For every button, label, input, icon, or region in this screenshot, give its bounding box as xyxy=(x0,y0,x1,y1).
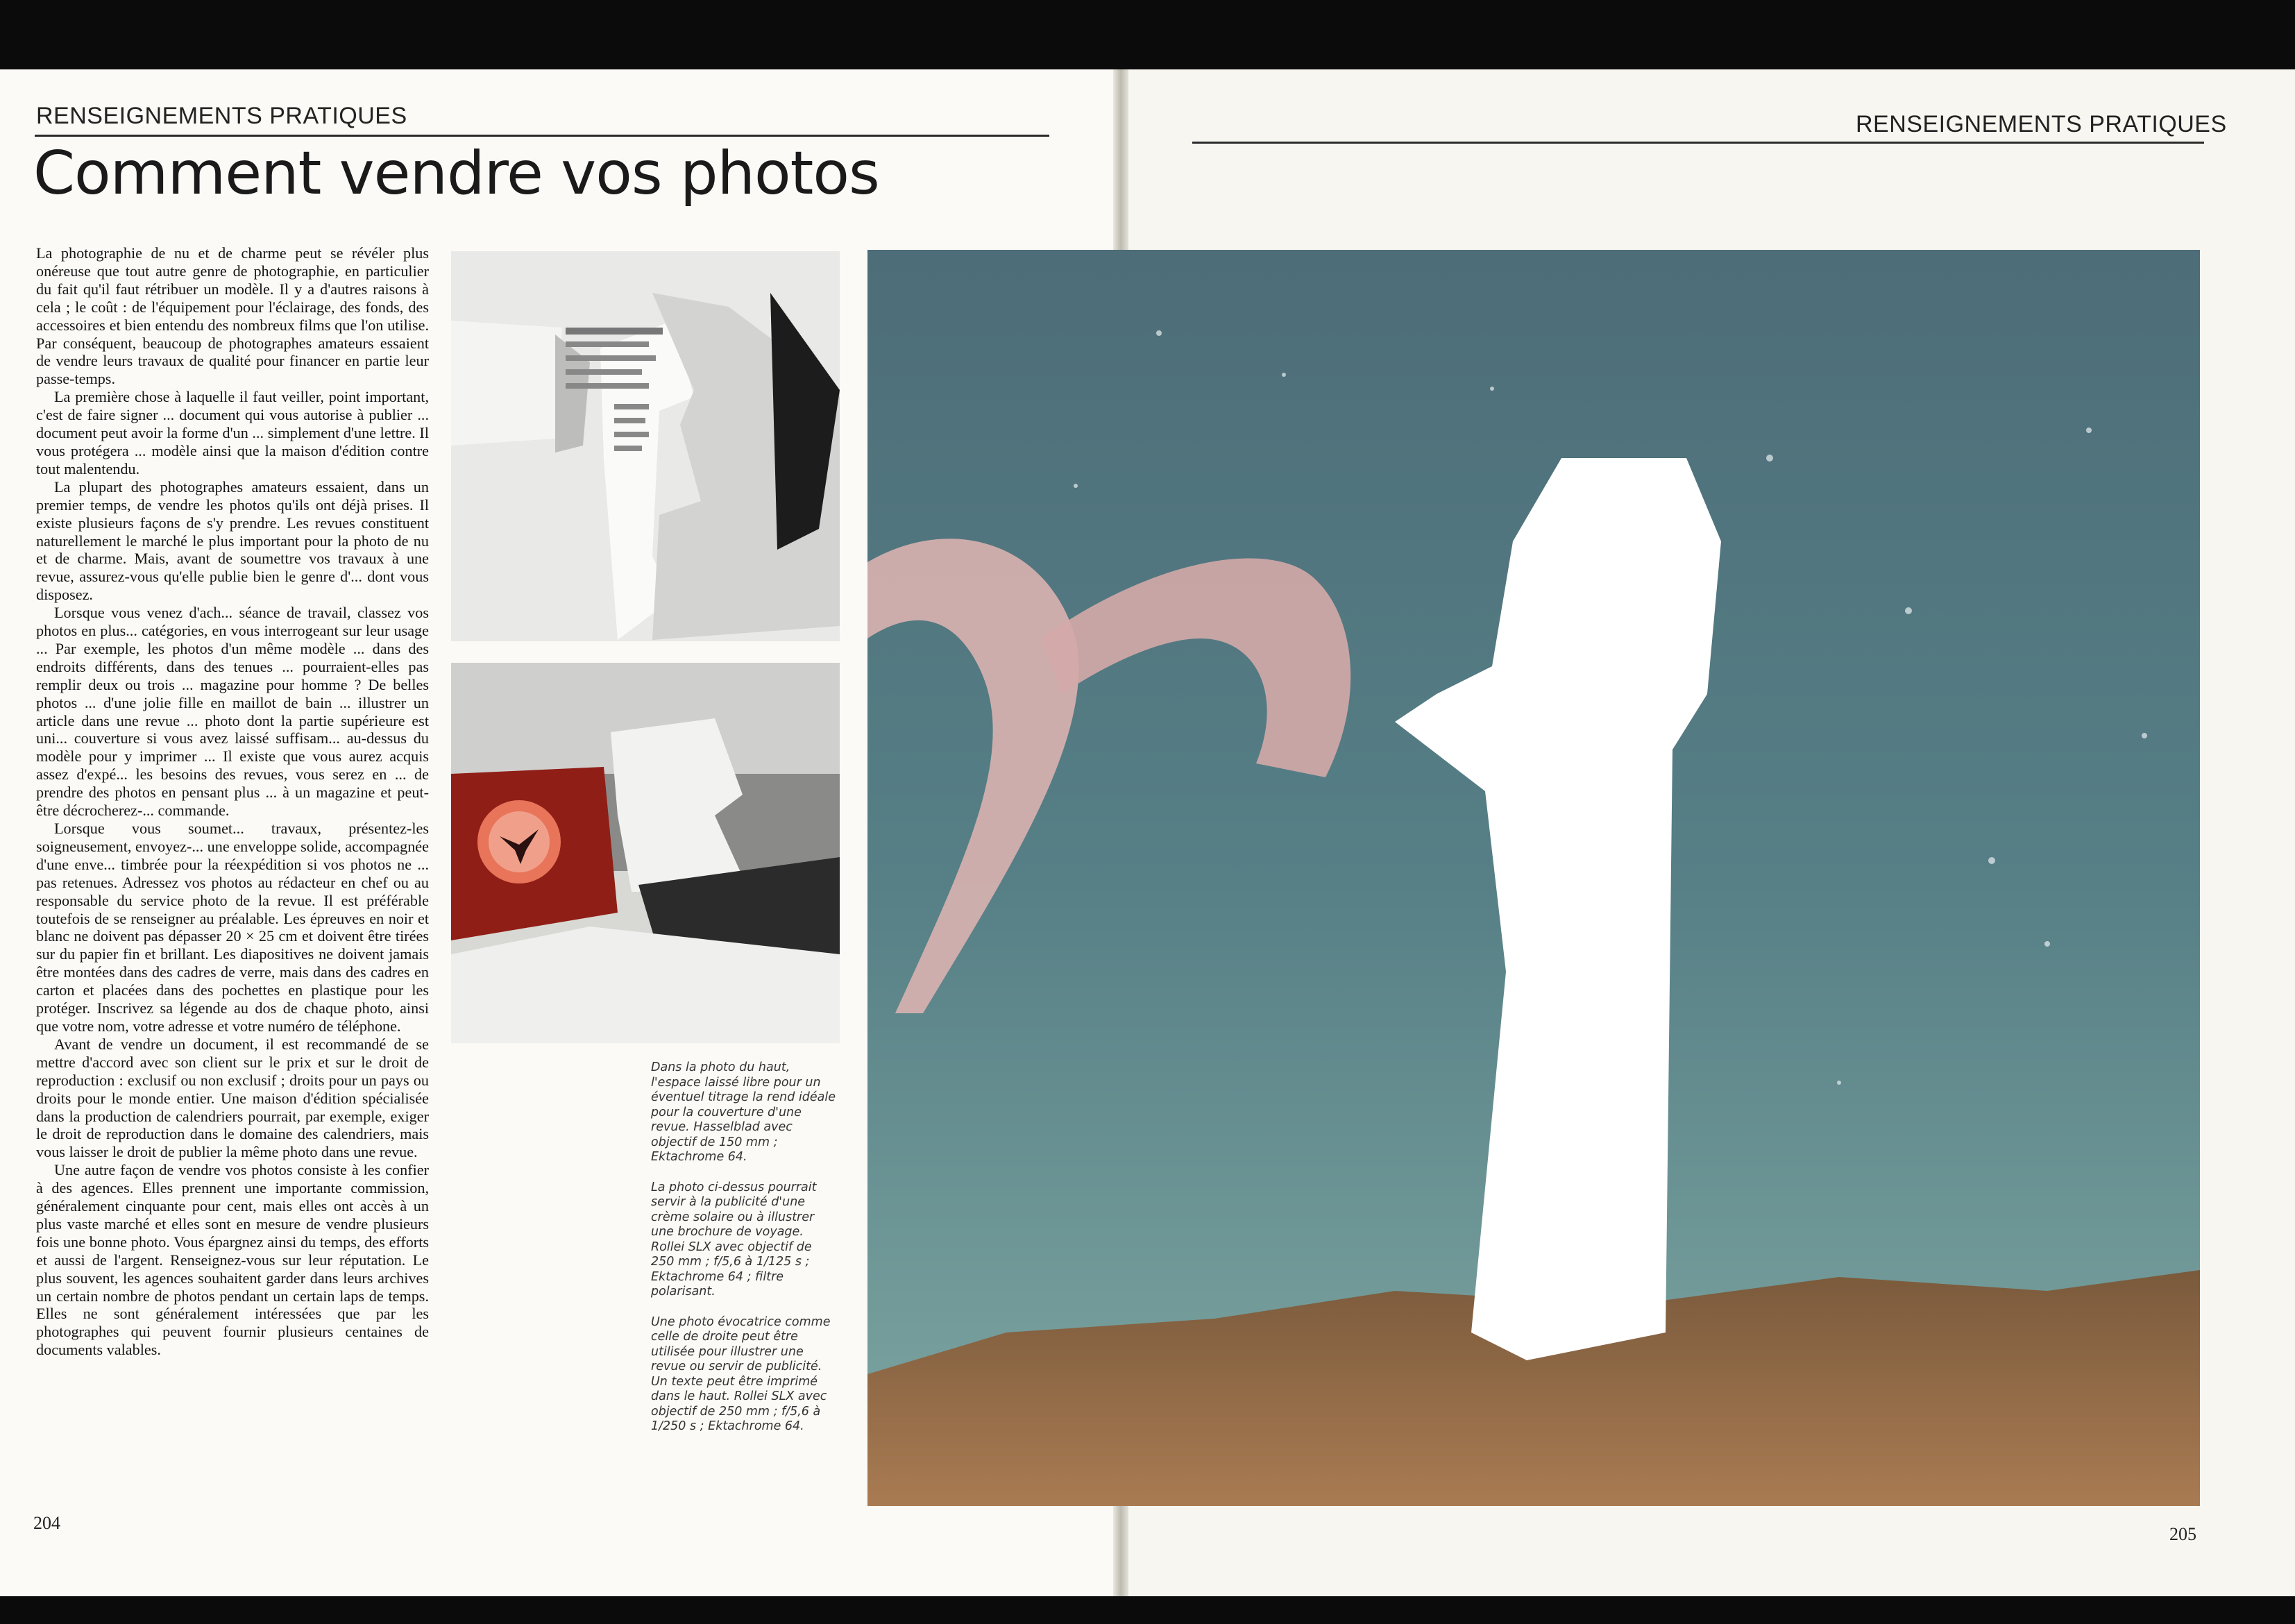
photo-seascape-model xyxy=(867,250,2200,1506)
header-rule-left xyxy=(35,135,1049,137)
paragraph: La première chose à laquelle il faut veiller, point important, c'est de faire signer ... document qui vous autorise à publier ... document peut avoir la forme d'un ... simplement d'une lettre. Il vous protégera ... modèle ainsi que la maison d'édition contre tout malentendu. xyxy=(36,388,429,477)
page-number-right: 205 xyxy=(2169,1524,2196,1544)
paragraph: La photographie de nu et de charme peut se révéler plus onéreuse que tout autre genre de photographie, en particulier du fait qu'il faut rétribuer un modèle. Il y a d'autres raisons à cela ; le coût : de l'équipement pour l'éclairage, des fonds, des accessoires et bien entendu des nombreux films que l'on utilise. Par conséquent, beaucoup de photographes amateurs essaient de vendre leurs travaux de qualité pour financer en partie leur passe-temps. xyxy=(36,244,429,388)
caption: Une photo évocatrice comme celle de droite peut être utilisée pour illustrer une revue ou servir de publicité. Un texte peut être imprimé dans le haut. Rollei SLX avec objectif de 250 mm ; f/5,6 à 1/250 s ; Ektachrome 64. xyxy=(651,1314,831,1433)
photo-top-collage xyxy=(451,251,840,641)
section-label-left: RENSEIGNEMENTS PRATIQUES xyxy=(36,103,407,129)
caption: La photo ci-dessus pourrait servir à la publicité d'une crème solaire ou à illustrer une brochure de voyage. Rollei SLX avec objectif de 250 mm ; f/5,6 à 1/125 s ; Ektachrome 64 ; filtre polarisant. xyxy=(651,1180,817,1299)
paragraph: Avant de vendre un document, il est recommandé de se mettre d'accord avec son client sur le prix et sur le droit de reproduction : exclusif ou non exclusif ; droits pour un pays ou droits pour le monde entier. Une maison d'édition spécialisée dans la production de calendriers pourrait, par exemple, exiger le droit de reproduction dans le domaine des calendriers, mais vous laisser le droit de publier la même photo dans une revue. xyxy=(36,1035,429,1161)
article-body xyxy=(36,244,429,1359)
paragraph: Lorsque vous venez d'ach... séance de travail, classez vos photos en plus... catégories, en vous interrogeant sur leur usage ... Par exemple, les photos d'un même modèle ... dans des endroits différents, dans des tenues ... pourraient-elles pas remplir deux ou trois ... magazine pour homme ? De belles photos ... d'une jolie fille en maillot de bain ... illustrer un article dans une revue ... photo dont la partie supérieure est uni... couverture si vous avez laissé suffisam... au-dessus du modèle pour y imprimer ... Il existe que vous aurez acquis assez d'expé... les besoins des revues, vous serez en ... de prendre des photos en pensant plus ... à un magazine et peut-être décrocherez-... commande. xyxy=(36,604,429,820)
page-number-left: 204 xyxy=(33,1513,60,1533)
page-title: Comment vendre vos photos xyxy=(33,139,879,208)
collage-image xyxy=(451,251,840,641)
paragraph: La plupart des photographes amateurs essaient, dans un premier temps, de vendre les photos qu'ils ont déjà prises. Il existe plusieurs façons de s'y prendre. Les revues constituent naturellement le marché le plus important pour la photo de nu et de charme. Mais, avant de soumettre vos travaux à une revue, assurez-vous qu'elle publie bien le genre d'... dont vous disposez. xyxy=(36,477,429,604)
photo-bottom-collage xyxy=(451,663,840,1043)
seascape-image xyxy=(867,250,2200,1506)
section-label-right: RENSEIGNEMENTS PRATIQUES xyxy=(1856,111,2227,137)
paragraph: Une autre façon de vendre vos photos consiste à les confier à des agences. Elles prennent une importante commission, généralement cinquante pour cent, mais elles ont accès à un plus vaste marché et elles sont en mesure de vendre plusieurs fois une bonne photo. Vous épargnez ainsi du temps, des efforts et aussi de l'argent. Renseignez-vous sur leur réputation. Le plus souvent, les agences souhaitent garder dans leurs archives un certain nombre de photos pendant un certain laps de temps. Elles ne sont généralement intéressées que par les photographes qui peuvent fournir plusieurs centaines de documents valables. xyxy=(36,1161,429,1359)
collage-image xyxy=(451,663,840,1043)
caption: Dans la photo du haut, l'espace laissé libre pour un éventuel titrage la rend idéale pour la couverture d'une revue. Hasselblad avec objectif de 150 mm ; Ektachrome 64. xyxy=(651,1060,836,1164)
photo-captions xyxy=(651,1060,837,1450)
paragraph: Lorsque vous soumet... travaux, présentez-les soigneusement, envoyez-... une enveloppe solide, accompagnée d'une enve... timbrée pour la réexpédition si vos photos ne ... pas retenues. Adressez vos photos au rédacteur en chef ou au responsable du service photo de la revue. Il est préférable toutefois de se renseigner au préalable. Les épreuves en noir et blanc ne doivent pas dépasser 20 × 25 cm et doivent être tirées sur du papier fin et brillant. Les diapositives ne doivent jamais être montées dans des cadres de verre, mais dans des cadres en carton et placées dans des pochettes en plastique pour les protéger. Inscrivez sa légende au dos de chaque photo, ainsi que votre nom, votre adresse et votre numéro de téléphone. xyxy=(36,820,429,1035)
header-rule-right xyxy=(1192,142,2204,144)
